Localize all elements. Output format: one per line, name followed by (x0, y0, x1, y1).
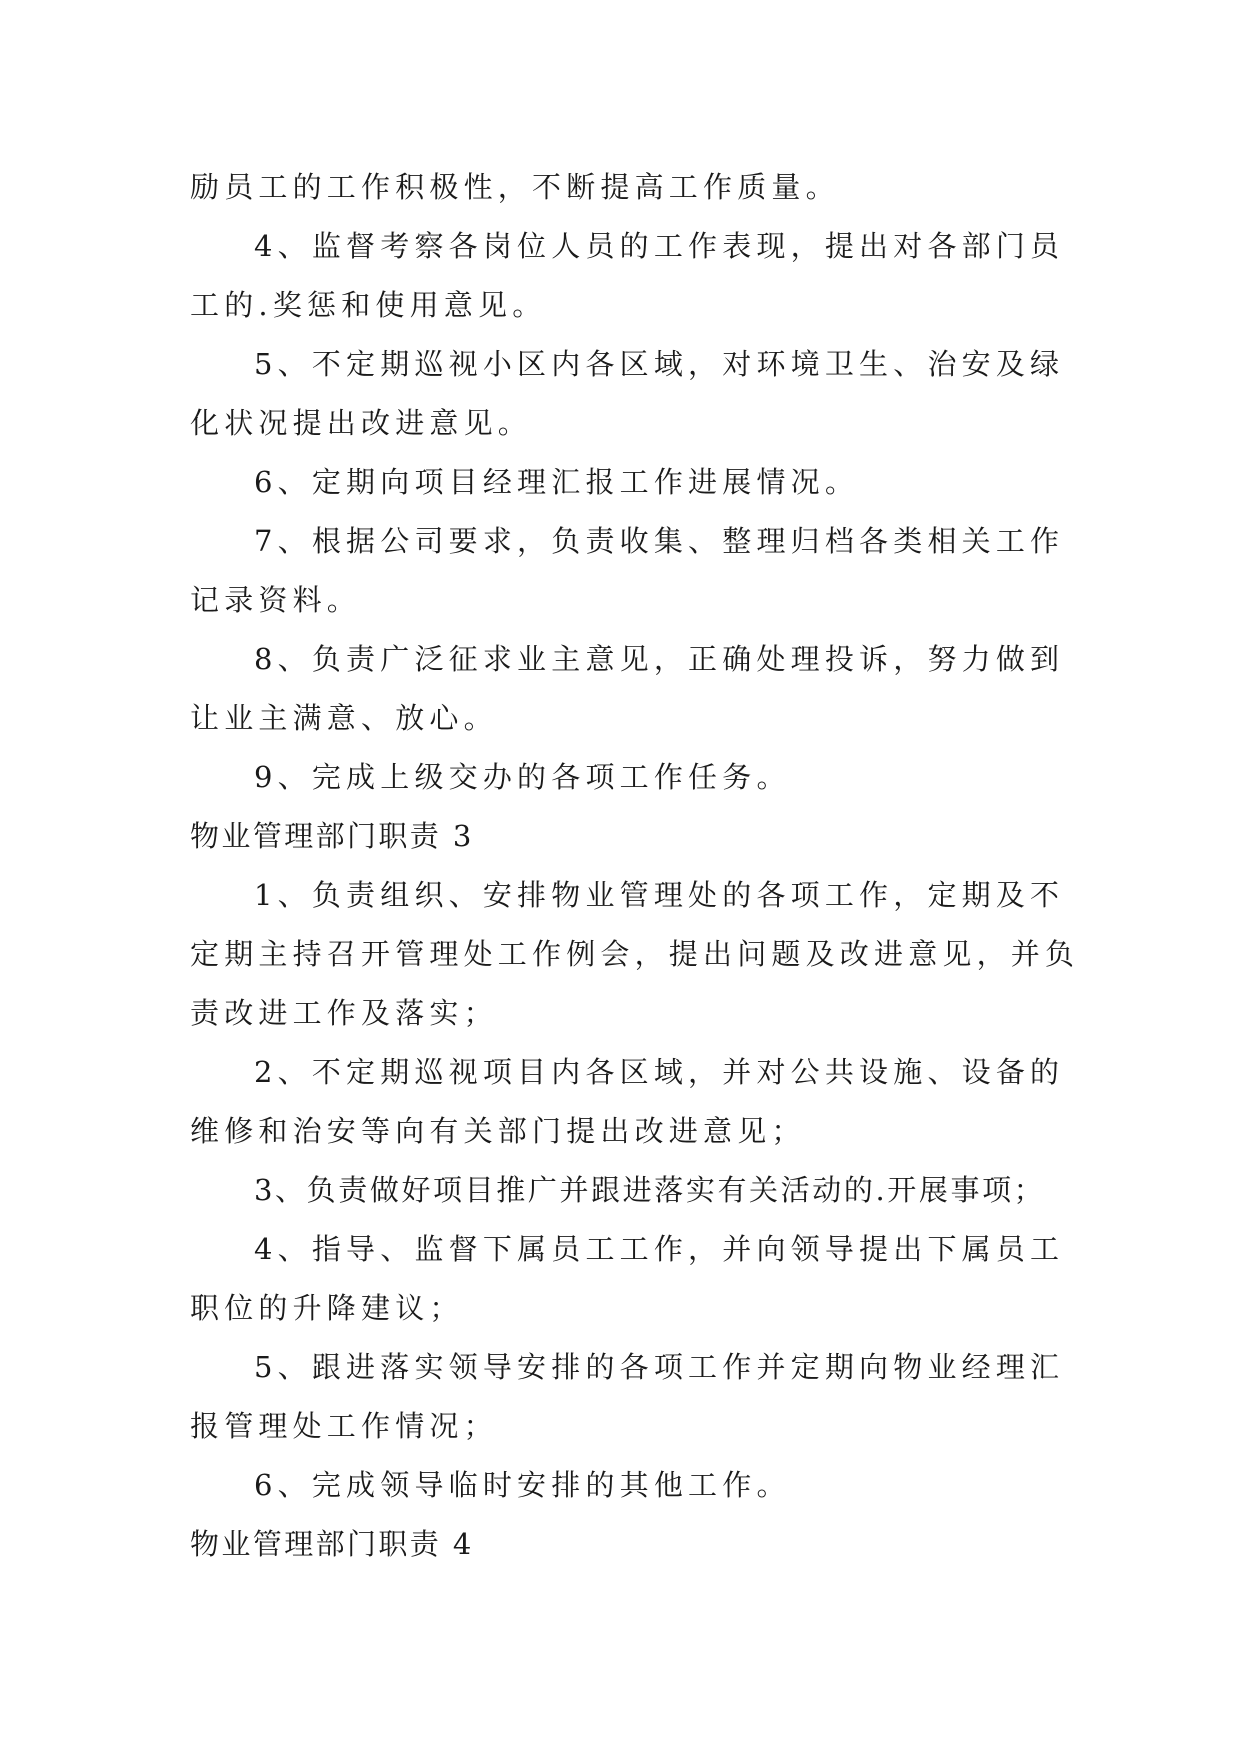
paragraph-line: 报管理处工作情况； (190, 1409, 498, 1443)
paragraph-line: 定期主持召开管理处工作例会，提出问题及改进意见，并负 (190, 937, 1080, 971)
paragraph-line: 励员工的工作积极性，不断提高工作质量。 (190, 170, 840, 204)
document-body (190, 158, 1080, 1574)
list-item-1: 1、负责组织、安排物业管理处的各项工作，定期及不 (254, 878, 1065, 912)
section-heading-4: 物业管理部门职责 4 (190, 1527, 474, 1561)
list-item-6: 6、定期向项目经理汇报工作进展情况。 (254, 465, 860, 499)
paragraph-line: 化状况提出改进意见。 (190, 406, 533, 440)
paragraph-line: 维修和治安等向有关部门提出改进意见； (190, 1114, 806, 1148)
section-heading-3: 物业管理部门职责 3 (190, 819, 474, 853)
paragraph-line: 工的.奖惩和使用意见。 (190, 288, 547, 322)
list-item-8: 8、负责广泛征求业主意见，正确处理投诉，努力做到 (254, 642, 1065, 676)
list-item-2: 2、不定期巡视项目内各区域，并对公共设施、设备的 (254, 1055, 1065, 1089)
list-item-5: 5、不定期巡视小区内各区域，对环境卫生、治安及绿 (254, 347, 1065, 381)
list-item-4: 4、指导、监督下属员工工作，并向领导提出下属员工 (254, 1232, 1065, 1266)
paragraph-line: 责改进工作及落实； (190, 996, 498, 1030)
list-item-7: 7、根据公司要求，负责收集、整理归档各类相关工作 (254, 524, 1065, 558)
list-item-5: 5、跟进落实领导安排的各项工作并定期向物业经理汇 (254, 1350, 1065, 1384)
paragraph-line: 让业主满意、放心。 (190, 701, 498, 735)
paragraph-line: 职位的升降建议； (190, 1291, 464, 1325)
paragraph-line: 记录资料。 (190, 583, 362, 617)
list-item-4: 4、监督考察各岗位人员的工作表现，提出对各部门员 (254, 229, 1065, 263)
list-item-6: 6、完成领导临时安排的其他工作。 (254, 1468, 791, 1502)
list-item-3: 3、负责做好项目推广并跟进落实有关活动的.开展事项； (254, 1173, 1046, 1207)
list-item-9: 9、完成上级交办的各项工作任务。 (254, 760, 791, 794)
